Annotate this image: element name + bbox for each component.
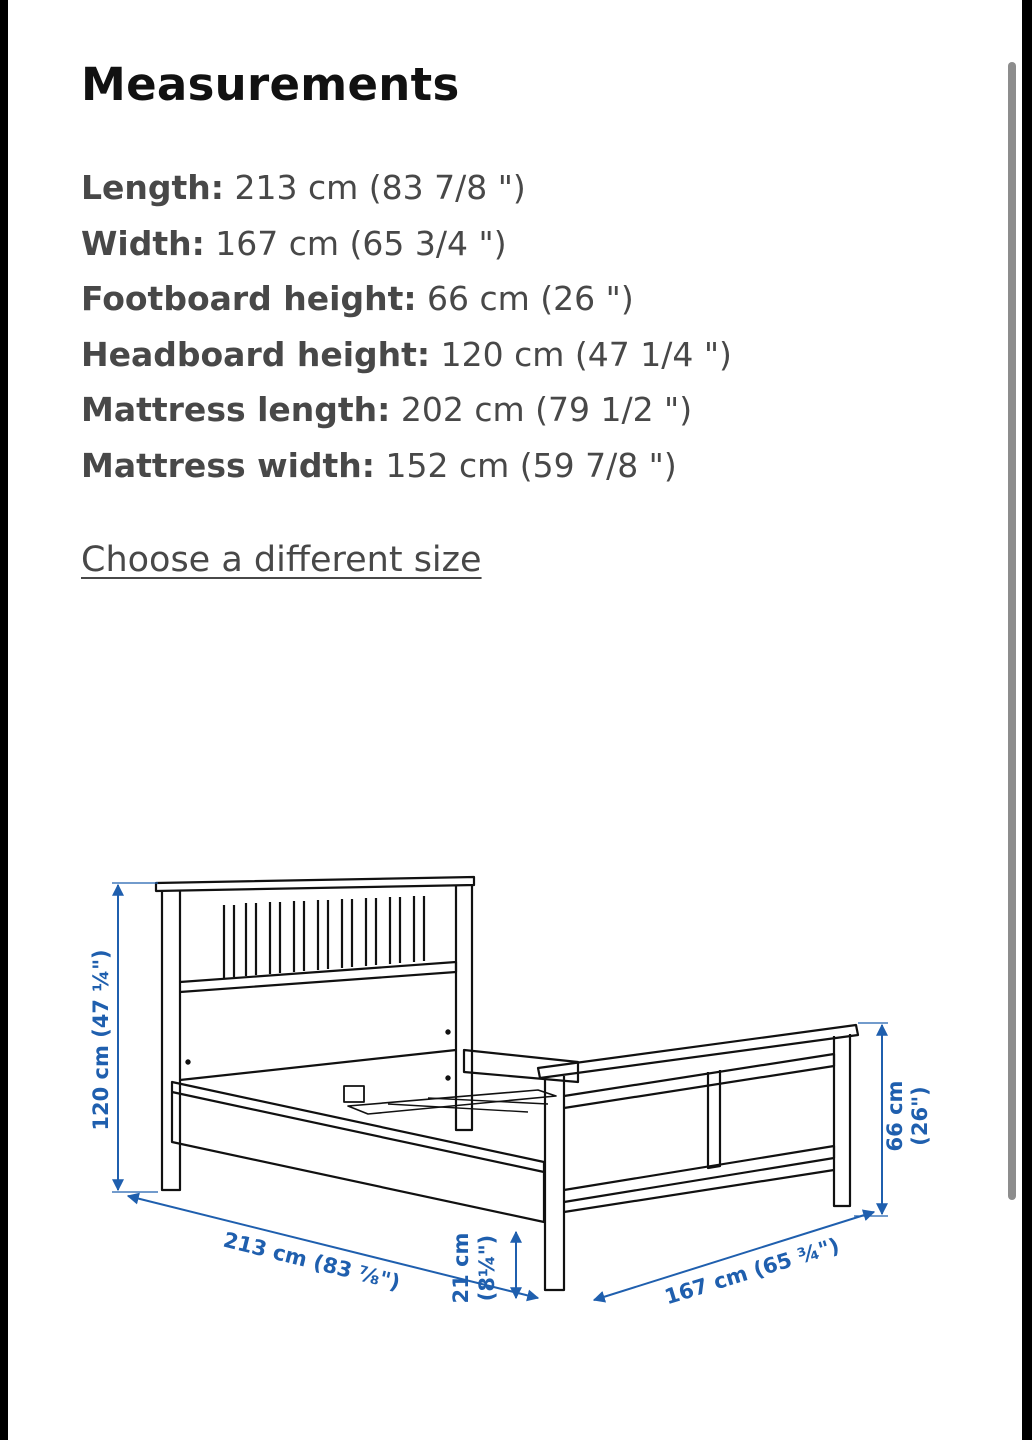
clearance-in-label: (8¼") xyxy=(475,1234,499,1302)
spec-label: Mattress length: xyxy=(81,390,391,430)
footboard-height-cm-label: 66 cm xyxy=(883,1080,907,1152)
spec-label: Width: xyxy=(81,223,205,263)
bed-dimension-diagram xyxy=(8,0,1022,1440)
length-label: 213 cm (83 ⅞") xyxy=(220,1227,403,1295)
headboard-height-label: 120 cm (47 ¼") xyxy=(89,949,113,1131)
spec-label: Length: xyxy=(81,168,224,207)
spec-value: 202 cm (79 1/2 ") xyxy=(390,390,693,430)
spec-label: Headboard height: xyxy=(81,334,431,374)
measurements-heading: Measurements xyxy=(81,58,460,111)
bed-frame-illustration xyxy=(156,877,858,1290)
spec-value: 167 cm (65 3/4 ") xyxy=(204,223,507,263)
choose-different-size-link[interactable]: Choose a different size xyxy=(81,540,482,580)
spec-value: 66 cm (26 ") xyxy=(416,279,634,319)
spec-value: 213 cm (83 7/8 ") xyxy=(224,168,526,207)
scrollbar[interactable] xyxy=(1008,62,1016,1200)
width-label: 167 cm (65 ¾") xyxy=(661,1233,843,1310)
spec-label: Mattress width: xyxy=(81,445,375,485)
product-measurements-panel xyxy=(8,0,1022,1440)
spec-value: 120 cm (47 1/4 ") xyxy=(430,334,732,374)
dimension-annotations xyxy=(89,883,932,1309)
clearance-cm-label: 21 cm xyxy=(449,1232,473,1304)
footboard-height-in-label: (26") xyxy=(908,1086,932,1146)
spec-value: 152 cm (59 7/8 ") xyxy=(374,445,677,485)
spec-label: Footboard height: xyxy=(81,279,417,319)
